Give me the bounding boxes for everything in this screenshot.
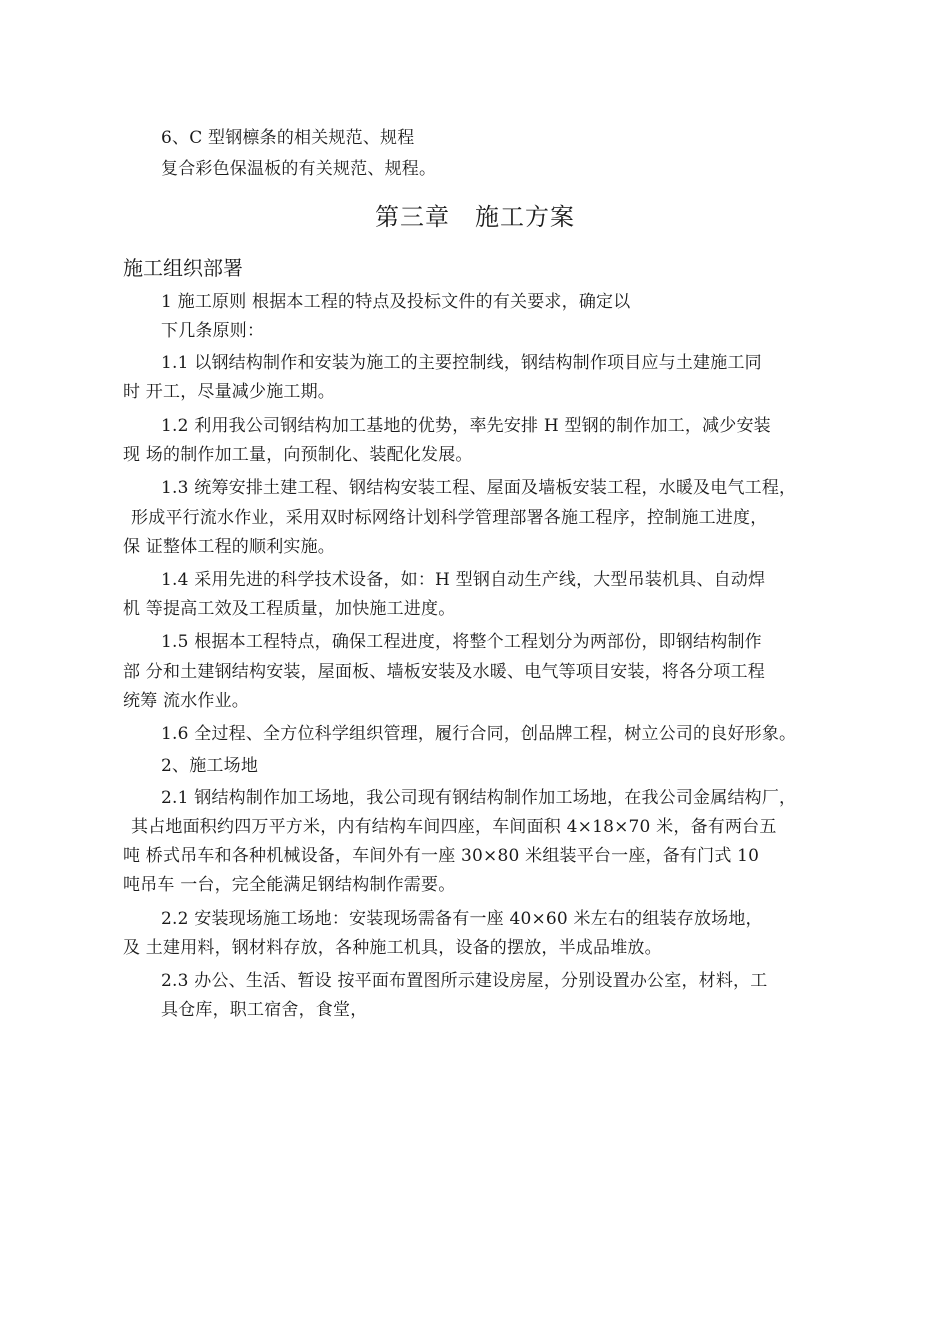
principle-1-1-line1: 1.1 以钢结构制作和安装为施工的主要控制线，钢结构制作项目应与土建施工同: [161, 353, 762, 373]
principle-1-2-line1: 1.2 利用我公司钢结构加工基地的优势，率先安排 H 型钢的制作加工，减少安装: [161, 416, 771, 436]
principle-1-4-line2: 机 等提高工效及工程质量，加快施工进度。: [123, 599, 456, 619]
site-2-2-line2: 及 土建用料，钢材料存放，各种施工机具，设备的摆放，半成品堆放。: [123, 938, 662, 958]
principle-1-5-line3: 统筹 流水作业。: [123, 691, 250, 711]
site-2-1-line3: 吨 桥式吊车和各种机械设备，车间外有一座 30×80 米组装平台一座，备有门式 10: [123, 846, 760, 866]
principle-1-1-line2: 时 开工，尽量减少施工期。: [123, 382, 336, 402]
principle-1-3-line2: 形成平行流水作业，采用双时标网络计划科学管理部署各施工程序，控制施工进度，: [131, 508, 768, 528]
chapter-title: 第三章 施工方案: [375, 203, 575, 231]
principle-1-3-line1: 1.3 统筹安排土建工程、钢结构安装工程、屋面及墙板安装工程，水暖及电气工程，: [161, 478, 797, 498]
site-2-1-line4: 吨吊车 一台，完全能满足钢结构制作需要。: [123, 875, 456, 895]
principle-1-2-line2: 现 场的制作加工量，向预制化、装配化发展。: [123, 445, 473, 465]
site-2-3-line1: 2.3 办公、生活、暂设 按平面布置图所示建设房屋，分别设置办公室，材料，工: [161, 971, 768, 991]
principle-1-4-line1: 1.4 采用先进的科学技术设备，如：H 型钢自动生产线，大型吊装机具、自动焊: [161, 570, 766, 590]
principle-heading-line1: 1 施工原则 根据本工程的特点及投标文件的有关要求，确定以: [161, 292, 631, 312]
spec-item-7: 复合彩色保温板的有关规范、规程。: [161, 159, 437, 179]
site-2-2-line1: 2.2 安装现场施工场地：安装现场需备有一座 40×60 米左右的组装存放场地，: [161, 909, 763, 929]
site-heading: 2、施工场地: [161, 756, 259, 776]
site-2-1-line2: 其占地面积约四万平方米，内有结构车间四座，车间面积 4×18×70 米，备有两台五: [131, 817, 777, 837]
principle-1-6-line1: 1.6 全过程、全方位科学组织管理，履行合同，创品牌工程，树立公司的良好形象。: [161, 724, 797, 744]
principle-heading-line2: 下几条原则：: [161, 321, 265, 341]
principle-1-5-line2: 部 分和土建钢结构安装，屋面板、墙板安装及水暖、电气等项目安装，将各分项工程: [123, 662, 766, 682]
principle-1-5-line1: 1.5 根据本工程特点，确保工程进度，将整个工程划分为两部份，即钢结构制作: [161, 632, 762, 652]
spec-item-6: 6、C 型钢檩条的相关规范、规程: [161, 128, 415, 148]
site-2-1-line1: 2.1 钢结构制作加工场地，我公司现有钢结构制作加工场地，在我公司金属结构厂，: [161, 788, 797, 808]
site-2-3-line2: 具仓库，职工宿舍，食堂，: [161, 1000, 368, 1020]
section-title: 施工组织部署: [123, 256, 243, 280]
principle-1-3-line3: 保 证整体工程的顺利实施。: [123, 537, 336, 557]
